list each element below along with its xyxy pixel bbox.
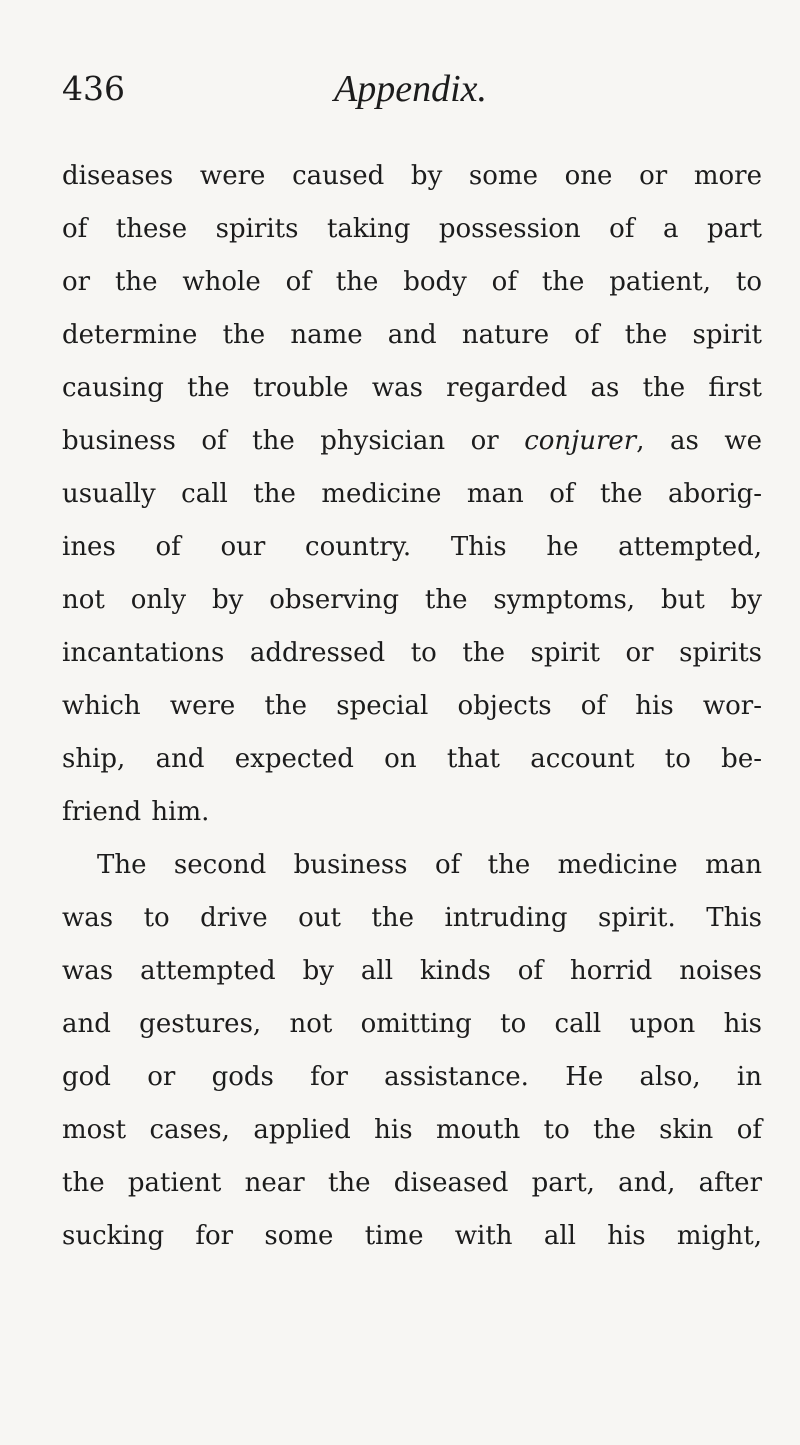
text-line: not only by observing the symptoms, but by [62, 585, 762, 615]
text-line: usually call the medicine man of the aborig- [62, 479, 762, 509]
running-title: Appendix. [334, 68, 488, 110]
text-line: which were the special objects of his wor- [62, 691, 762, 721]
text-line: and gestures, not omitting to call upon his [62, 1009, 762, 1039]
paragraph-first-line: The second business of the medicine man [97, 850, 762, 880]
text-segment: , as we [636, 426, 763, 456]
paragraph-end-line: friend him. [62, 797, 210, 827]
page-number: 436 [62, 69, 125, 108]
body-text [62, 150, 762, 1263]
text-line: causing the trouble was regarded as the first [62, 373, 762, 403]
text-segment: business of the physician or [62, 426, 525, 456]
text-line: of these spirits taking possession of a part [62, 214, 762, 244]
text-line [62, 415, 762, 468]
text-line: was attempted by all kinds of horrid noises [62, 956, 762, 986]
text-line: god or gods for assistance. He also, in [62, 1062, 762, 1092]
italic-term: conjurer [524, 426, 637, 456]
running-head [62, 66, 762, 112]
text-line: incantations addressed to the spirit or spirits [62, 638, 762, 668]
text-line: or the whole of the body of the patient, to [62, 267, 762, 297]
text-line: determine the name and nature of the spirit [62, 320, 762, 350]
text-line: was to drive out the intruding spirit. This [62, 903, 762, 933]
text-line: ines of our country. This he attempted, [62, 532, 762, 562]
text-line: ship, and expected on that account to be- [62, 744, 762, 774]
text-line: most cases, applied his mouth to the skin of [62, 1115, 762, 1145]
text-line: diseases were caused by some one or more [62, 161, 762, 191]
text-line: the patient near the diseased part, and, after [62, 1168, 762, 1198]
text-line: sucking for some time with all his might, [62, 1221, 762, 1251]
